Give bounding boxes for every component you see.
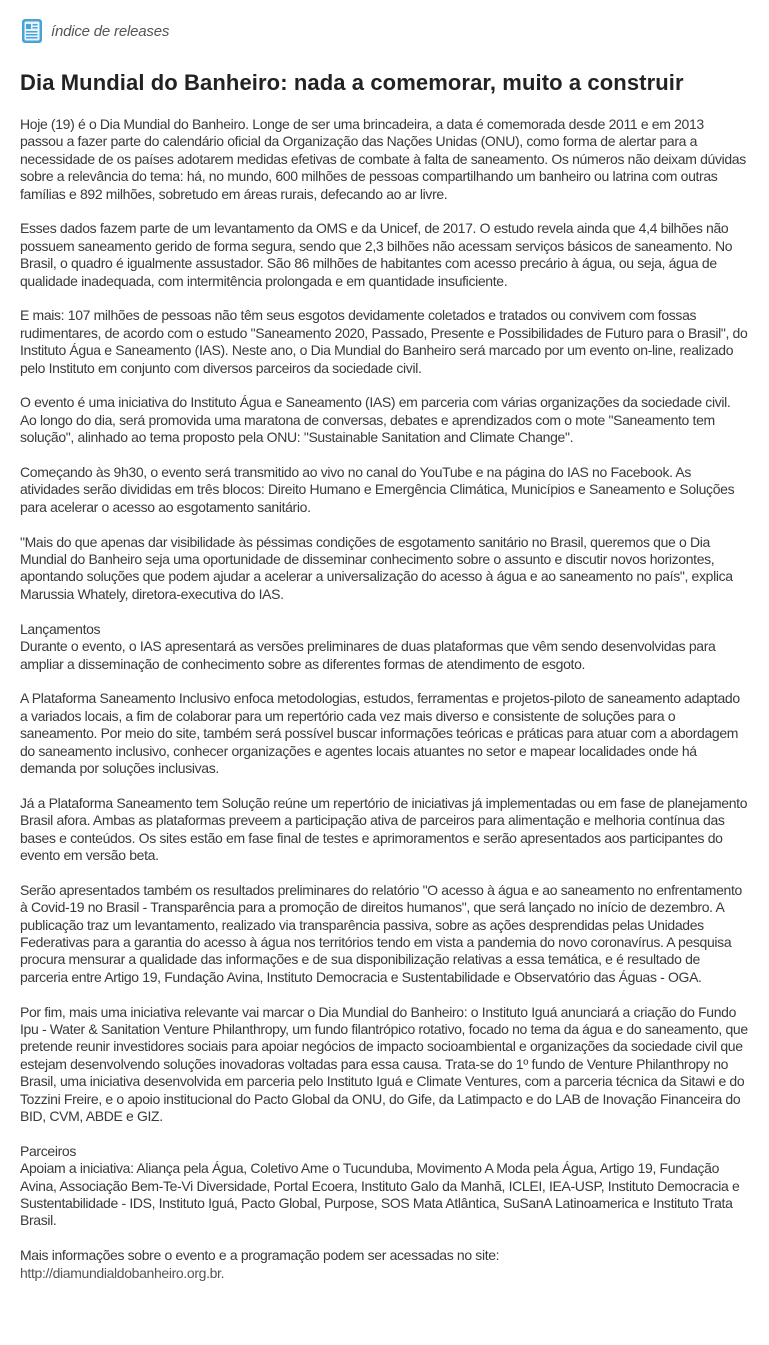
partners-section bbox=[20, 1143, 748, 1230]
paragraph: Começando às 9h30, o evento será transmitido ao vivo no canal do YouTube e na página do IAS no Facebook. As atividades serão divididas em três blocos: Direito Humano e Emergência Climática, Municípios e Saneamento e Soluções para acelerar o acesso ao esgotamento sanitário. bbox=[20, 464, 735, 515]
paragraph: Serão apresentados também os resultados preliminares do relatório "O acesso à água e ao saneamento no enfrentamento à Covid-19 no Brasil - Transparência para a promoção de direitos humanos", que será lançado no início de dezembro. A publicação traz um levantamento, realizado via transparência passiva, sobre as ações desprendidas pelas Unidades Federativas para a garantia do acesso à água nos territórios tendo em vista a pandemia do novo coronavírus. A pesquisa procura mensurar a qualidade das informações e de sua disponibilização relativas a essa temática, e é resultado de parceria entre Artigo 19, Fundação Avina, Instituto Democracia e Sustentabilidade e Observatório das Águas - OGA. bbox=[20, 881, 742, 985]
release-index-icon[interactable] bbox=[21, 18, 43, 44]
article-body bbox=[20, 116, 748, 1282]
paragraph: Apoiam a iniciativa: Aliança pela Água, Coletivo Ame o Tucunduba, Movimento A Moda pela Água, Artigo 19, Fundação Avina, Associação Bem-Te-Vi Diversidade, Portal Ecoera, Instituto Galo da Manhã, ICLEI, IEA-USP, Instituto Democracia e Sustentabilidade - IDS, Instituto Iguá, Pacto Global, Purpose, SOS Mata Atlântica, SuSanA Latinoamerica e Instituto Trata Brasil. bbox=[20, 1160, 740, 1229]
page-title: Dia Mundial do Banheiro: nada a comemorar, muito a construir bbox=[20, 70, 684, 95]
footer-info bbox=[20, 1247, 748, 1282]
paragraph: Por fim, mais uma iniciativa relevante vai marcar o Dia Mundial do Banheiro: o Instituto Iguá anunciará a criação do Fundo Ipu - Water & Sanitation Venture Philanthropy, um fundo filantrópico rotativo, focado no tema da água e do saneamento, que pretende reunir investidores sociais para apoiar negócios de impacto socioambiental e organizações da sociedade civil que estejam desenvolvendo soluções inovadoras voltadas para essa causa. Trata-se do 1º fundo de Venture Philanthropy no Brasil, uma iniciativa desenvolvida em parceria pelo Instituto Iguá e Climate Ventures, com a parceria técnica da Sitawi e do Tozzini Freire, e o apoio institucional do Pacto Global da ONU, do Gife, da Latimpacto e do LAB de Inovação Financeira do BID, CVM, ABDE e GIZ. bbox=[20, 1003, 748, 1124]
top-bar bbox=[0, 0, 769, 44]
paragraph: A Plataforma Saneamento Inclusivo enfoca metodologias, estudos, ferramentas e projetos-piloto de saneamento adaptado a variados locais, a fim de colaborar para um repertório cada vez mais diverso e consistente de soluções para o saneamento. Por meio do site, também será possível buscar informações teóricas e práticas para atuar com a abordagem do saneamento inclusivo, conhecer organizações e agentes locais atuantes no setor e mapear localidades onde há demanda por soluções inclusivas. bbox=[20, 690, 740, 776]
paragraph: Durante o evento, o IAS apresentará as versões preliminares de duas plataformas que vêm sendo desenvolvidas para ampliar a disseminação de conhecimento sobre as diferentes formas de atendimento de esgoto. bbox=[20, 638, 716, 672]
paragraph: Hoje (19) é o Dia Mundial do Banheiro. Longe de ser uma brincadeira, a data é comemorada desde 2011 e em 2013 passou a fazer parte do calendário oficial da Organização das Nações Unidas (ONU), como forma de alertar para a necessidade de os países adotarem medidas efetivas de combate à falta de saneamento. Os números não deixam dúvidas sobre a relevância do tema: há, no mundo, 600 milhões de pessoas compartilhando um banheiro ou latrina com outras famílias e 892 milhões, sobretudo em áreas rurais, defecando ao ar livre. bbox=[20, 116, 746, 202]
paragraph: Esses dados fazem parte de um levantamento da OMS e da Unicef, de 2017. O estudo revela ainda que 4,4 bilhões não possuem saneamento gerido de forma segura, sendo que 2,3 bilhões não acessam serviços básicos de saneamento. No Brasil, o quadro é igualmente assustador. São 86 milhões de habitantes com acesso precário à água, ou seja, água de qualidade inadequada, com intermitência prolongada e em quantidade insuficiente. bbox=[20, 220, 733, 289]
paragraph: "Mais do que apenas dar visibilidade às péssimas condições de esgotamento sanitário no Brasil, queremos que o Dia Mundial do Banheiro seja uma oportunidade de disseminar conhecimento sobre o assunto e discutir novos horizontes, apontando soluções que podem ajudar a acelerar a universalização do acesso à água e ao saneamento no país", explica Marussia Whately, diretora-executiva do IAS. bbox=[20, 533, 733, 602]
footer-text: Mais informações sobre o evento e a programação podem ser acessadas no site: bbox=[20, 1247, 500, 1264]
section-heading: Parceiros bbox=[20, 1142, 76, 1159]
launches-section bbox=[20, 621, 748, 673]
paragraph: Já a Plataforma Saneamento tem Solução reúne um repertório de iniciativas já implementadas ou em fase de planejamento Brasil afora. Ambas as plataformas preveem a participação ativa de parceiros para alimentação e melhoria contínua das bases e conteúdos. Os sites estão em fase final de testes e aprimoramentos e serão apresentados aos participantes do evento em versão beta. bbox=[20, 794, 748, 863]
paragraph: O evento é uma iniciativa do Instituto Água e Saneamento (IAS) em parceria com várias organizações da sociedade civil. Ao longo do dia, será promovida uma maratona de conversas, debates e aprendizados com o mote "Saneamento tem solução", alinhado ao tema proposto pela ONU: "Sustainable Sanitation and Climate Change". bbox=[20, 394, 731, 446]
site-link[interactable]: http://diamundialdobanheiro.org.br. bbox=[20, 1264, 225, 1281]
section-heading: Lançamentos bbox=[20, 620, 101, 637]
release-index-link[interactable]: índice de releases bbox=[51, 22, 170, 40]
paragraph: E mais: 107 milhões de pessoas não têm seus esgotos devidamente coletados e tratados ou convivem com fossas rudimentares, de acordo com o estudo "Saneamento 2020, Passado, Presente e Possibilidades de Futuro para o Brasil", do Instituto Água e Saneamento (IAS). Neste ano, o Dia Mundial do Banheiro será marcado por um evento on-line, realizado pelo Instituto em conjunto com diversos parceiros da sociedade civil. bbox=[20, 307, 748, 376]
